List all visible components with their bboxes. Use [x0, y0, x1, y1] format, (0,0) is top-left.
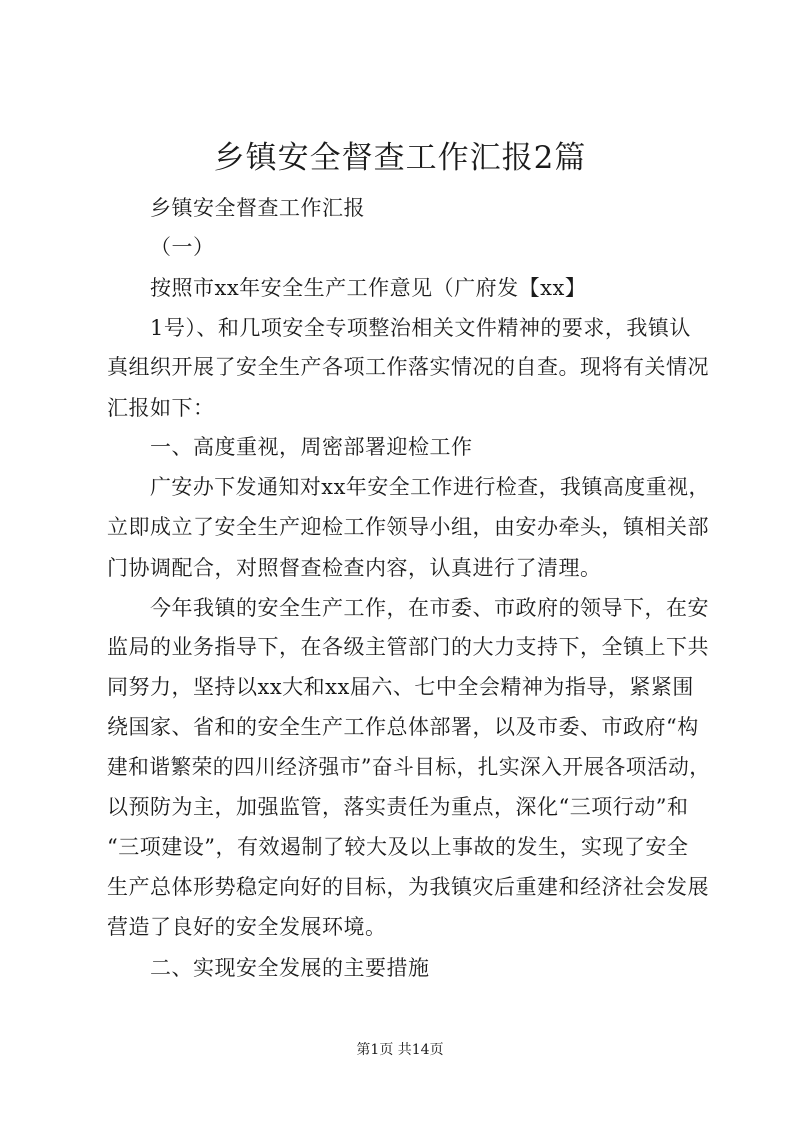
- paragraph-line: “三项建设”，有效遏制了较大及以上事故的发生，实现了安全: [107, 835, 689, 859]
- paragraph-line: 绕国家、省和的安全生产工作总体部署，以及市委、市政府“构: [107, 715, 699, 739]
- paragraph-line: 监局的业务指导下，在各级主管部门的大力支持下，全镇上下共: [107, 635, 709, 659]
- page-indicator: 第1页 共14页: [356, 1042, 444, 1058]
- section-heading: 二、实现安全发展的主要措施: [150, 956, 430, 980]
- paragraph-line: 1号）、和几项安全专项整治相关文件精神的要求，我镇认: [150, 316, 691, 340]
- paragraph-line: 立即成立了安全生产迎检工作领导小组，由安办牵头，镇相关部: [107, 515, 709, 539]
- paragraph-line: 同努力，坚持以xx大和xx届六、七中全会精神为指导，紧紧围: [107, 675, 694, 699]
- paragraph-line: 按照市xx年安全生产工作意见（广府发【xx】: [150, 276, 587, 300]
- paragraph-line: 营造了良好的安全发展环境。: [107, 915, 387, 939]
- section-heading: 一、高度重视，周密部署迎检工作: [150, 435, 473, 459]
- document-title: 乡镇安全督查工作汇报2篇: [213, 140, 587, 176]
- paragraph-subtitle: 乡镇安全督查工作汇报: [150, 196, 365, 220]
- paragraph-line: 今年我镇的安全生产工作，在市委、市政府的领导下，在安: [150, 596, 709, 620]
- paragraph-section-number: （一）: [150, 235, 215, 259]
- paragraph-line: 建和谐繁荣的四川经济强市”奋斗目标，扎实深入开展各项活动，: [107, 755, 711, 779]
- paragraph-line: 广安办下发通知对xx年安全工作进行检查，我镇高度重视，: [150, 475, 710, 499]
- paragraph-line: 生产总体形势稳定向好的目标，为我镇灾后重建和经济社会发展: [107, 875, 709, 899]
- paragraph-line: 真组织开展了安全生产各项工作落实情况的自查。现将有关情况: [107, 355, 709, 379]
- paragraph-line: 汇报如下：: [107, 396, 215, 420]
- paragraph-line: 门协调配合，对照督查检查内容，认真进行了清理。: [107, 556, 602, 580]
- paragraph-line: 以预防为主，加强监管，落实责任为重点，深化“三项行动”和: [107, 795, 689, 819]
